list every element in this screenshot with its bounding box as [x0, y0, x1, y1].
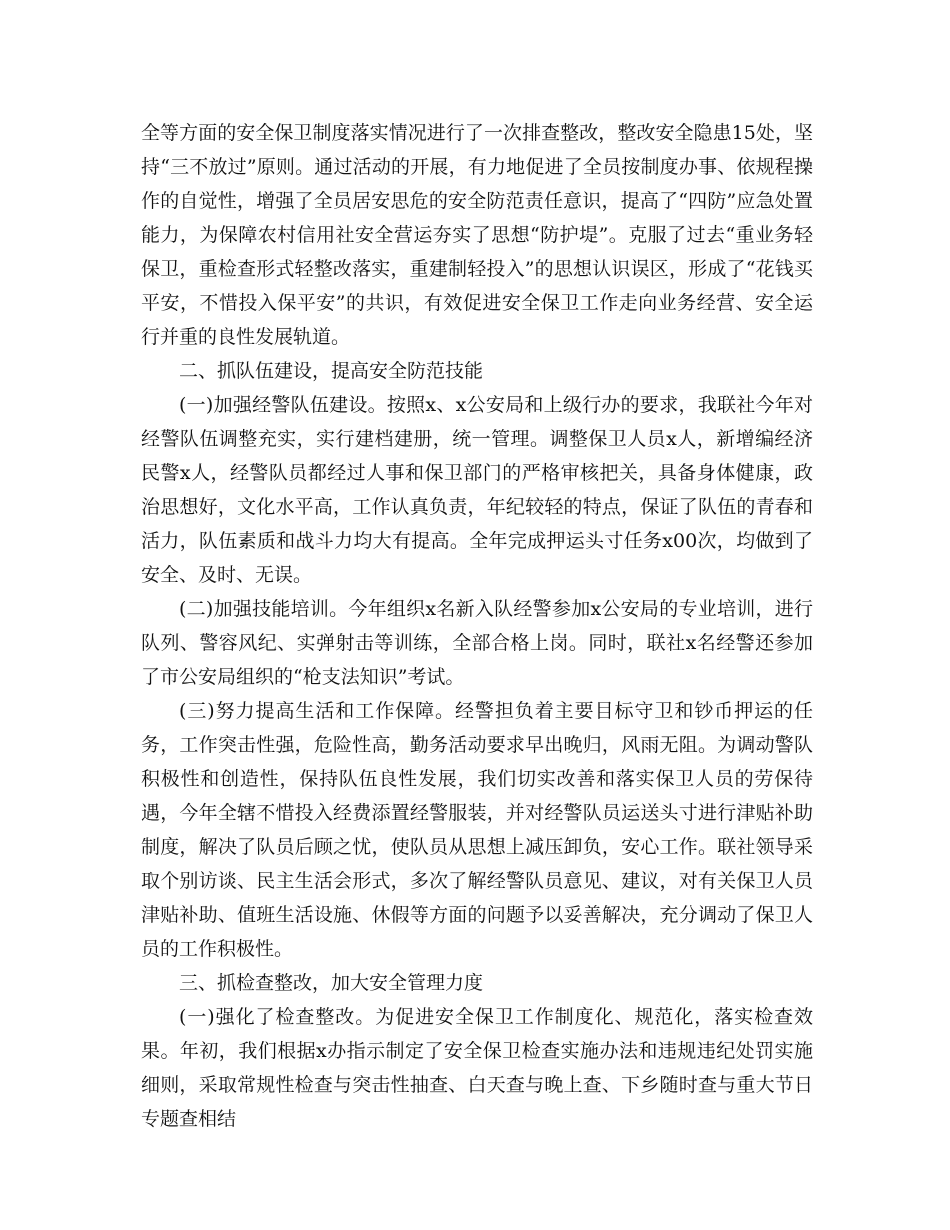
- paragraph-2-1: (一)加强经警队伍建设。按照x、x公安局和上级行办的要求，我联社今年对经警队伍调整充实，实行建档建册，统一管理。调整保卫人员x人，新增编经济民警x人，经警队员都经过人事和保卫部门的严格审核把关，具备身体健康，政治思想好，文化水平高，工作认真负责，年纪较轻的特点，保证了队伍的青春和活力，队伍素质和战斗力均大有提高。全年完成押运头寸任务x00次，均做到了安全、及时、无误。: [141, 394, 813, 586]
- paragraph-1: 全等方面的安全保卫制度落实情况进行了一次排查整改，整改安全隐患15处，坚持“三不放过”原则。通过活动的开展，有力地促进了全员按制度办事、依规程操作的自觉性，增强了全员居安思危的安全防范责任意识，提高了“四防”应急处置能力，为保障农村信用社安全营运夯实了思想“防护堤”。克服了过去“重业务轻保卫，重检查形式轻整改落实，重建制轻投入”的思想认识误区，形成了“花钱买平安，不惜投入保平安”的共识，有效促进安全保卫工作走向业务经营、安全运行并重的良性发展轨道。: [141, 122, 813, 348]
- document-body: [141, 116, 813, 1136]
- paragraph-3-1: (一)强化了检查整改。为促进安全保卫工作制度化、规范化，落实检查效果。年初，我们根据x办指示制定了安全保卫检查实施办法和违规违纪处罚实施细则，采取常规性检查与突击性抽查、白天查与晚上查、下乡随时查与重大节日专题查相结: [141, 1006, 813, 1130]
- section-heading-3: 三、抓检查整改，加大安全管理力度: [179, 972, 484, 994]
- paragraph-2-3: (三)努力提高生活和工作保障。经警担负着主要目标守卫和钞币押运的任务，工作突击性强，危险性高，勤务活动要求早出晚归，风雨无阻。为调动警队积极性和创造性，保持队伍良性发展，我们切实改善和落实保卫人员的劳保待遇，今年全辖不惜投入经费添置经警服装，并对经警队员运送头寸进行津贴补助制度，解决了队员后顾之忧，使队员从思想上减压卸负，安心工作。联社领导采取个别访谈、民主生活会形式，多次了解经警队员意见、建议，对有关保卫人员津贴补助、值班生活设施、休假等方面的问题予以妥善解决，充分调动了保卫人员的工作积极性。: [141, 700, 813, 960]
- paragraph-2-2: (二)加强技能培训。今年组织x名新入队经警参加x公安局的专业培训，进行队列、警容风纪、实弹射击等训练，全部合格上岗。同时，联社x名经警还参加了市公安局组织的“枪支法知识”考试。: [141, 598, 813, 688]
- section-heading-2: 二、抓队伍建设，提高安全防范技能: [179, 360, 484, 382]
